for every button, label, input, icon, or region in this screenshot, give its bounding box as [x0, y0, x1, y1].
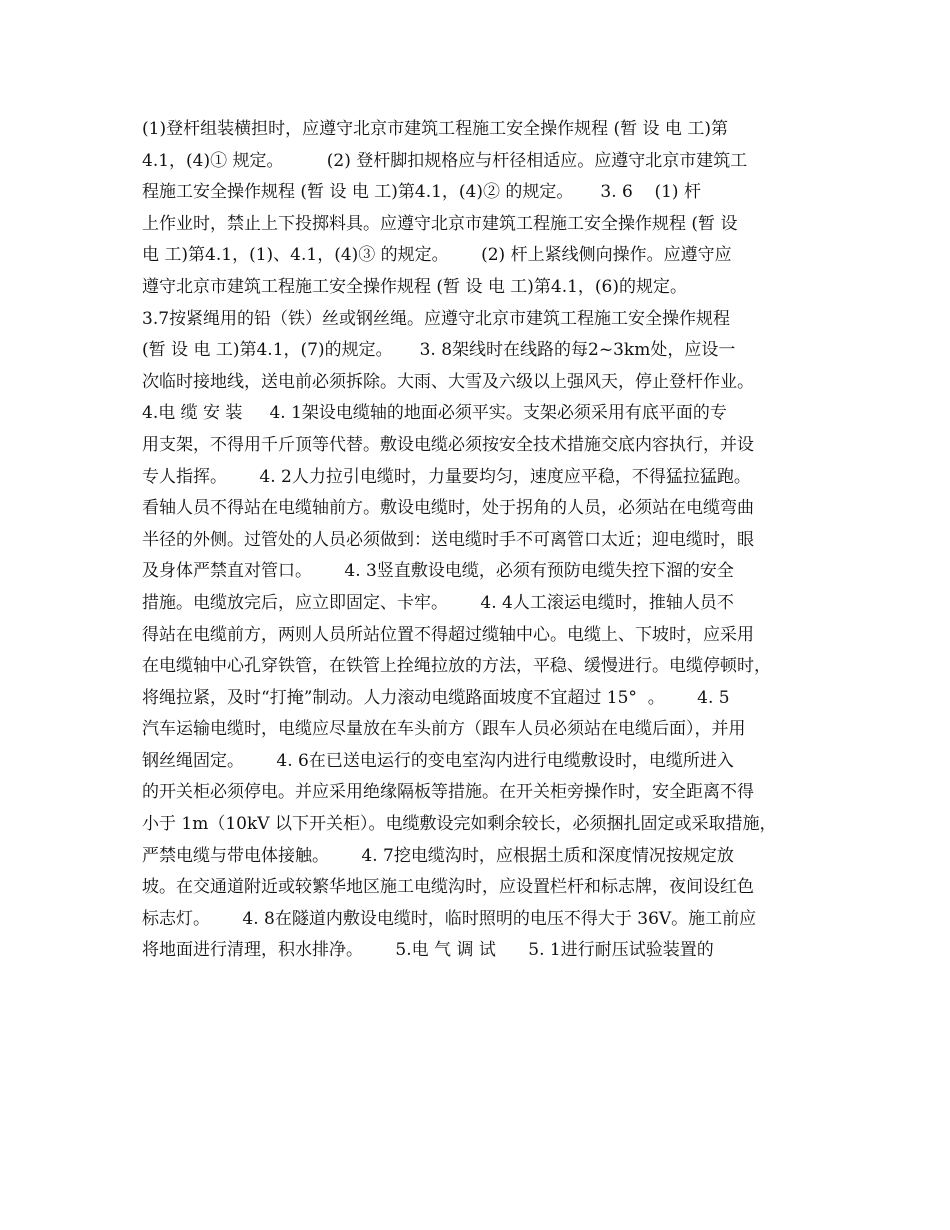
text-line: (1)登杆组装横担时，应遵守北京市建筑工程施工安全操作规程 (暂 设 电 工)第	[142, 119, 728, 139]
text-line: 程施工安全操作规程 (暂 设 电 工)第4.1，(4)② 的规定。 3. 6 (1) 杆	[142, 182, 701, 203]
text-line: 专人指挥。 4. 2人力拉引电缆时，力量要均匀，速度应平稳，不得猛拉猛跑。	[142, 466, 751, 487]
text-line: 及身体严禁直对管口。 4. 3竖直敷设电缆，必须有预防电缆失控下溜的安全	[142, 561, 734, 582]
text-line: 的开关柜必须停电。并应采用绝缘隔板等措施。在开关柜旁操作时，安全距离不得	[142, 782, 754, 803]
text-line: 标志灯。 4. 8在隧道内敷设电缆时，临时照明的电压不得大于 36V。施工前应	[142, 908, 757, 929]
text-line: 3.7按紧绳用的铅（铁）丝或钢丝绳。应遵守北京市建筑工程施工安全操作规程	[142, 308, 731, 329]
text-line: 小于 1m（10kV 以下开关柜）。电缆敷设完如剩余较长，必须捆扎固定或采取措施，	[142, 814, 777, 835]
text-line: 严禁电缆与带电体接触。 4. 7挖电缆沟时，应根据土质和深度情况按规定放	[142, 845, 734, 866]
text-line: 次临时接地线，送电前必须拆除。大雨、大雪及六级以上强风天，停止登杆作业。	[142, 371, 754, 392]
text-line: 遵守北京市建筑工程施工安全操作规程 (暂 设 电 工)第4.1，(6)的规定。	[142, 276, 687, 297]
body-text	[142, 114, 822, 967]
text-line: 汽车运输电缆时，电缆应尽量放在车头前方（跟车人员必须站在电缆后面），并用	[142, 719, 746, 740]
text-line: 4.1，(4)① 规定。 (2) 登杆脚扣规格应与杆径相适应。应遵守北京市建筑工	[142, 150, 748, 171]
text-line: 坡。在交通道附近或较繁华地区施工电缆沟时，应设置栏杆和标志牌，夜间设红色	[142, 877, 754, 898]
text-line: 将绳拉紧，及时“打掩”制动。人力滚动电缆路面坡度不宜超过 15° 。 4. 5	[142, 687, 730, 708]
text-line: 钢丝绳固定。 4. 6在已送电运行的变电室沟内进行电缆敷设时，电缆所进入	[142, 750, 734, 771]
text-line: 用支架，不得用千斤顶等代替。敷设电缆必须按安全技术措施交底内容执行，并设	[142, 434, 754, 455]
text-line: (暂 设 电 工)第4.1，(7)的规定。 3. 8架线时在线路的每2~3km处，应设一	[142, 340, 736, 361]
text-line: 电 工)第4.1，(1)、4.1，(4)③ 的规定。 (2) 杆上紧线侧向操作。应遵守应	[142, 245, 732, 266]
text-line: 在电缆轴中心孔穿铁管，在铁管上拴绳拉放的方法，平稳、缓慢进行。电缆停顿时，	[142, 656, 771, 677]
text-line: 半径的外侧。过管处的人员必须做到：送电缆时手不可离管口太近；迎电缆时，眼	[142, 529, 754, 550]
text-line: 将地面进行清理，积水排净。 5.电 气 调 试 5. 1进行耐压试验装置的	[142, 940, 714, 961]
text-line: 4.电 缆 安 装 4. 1架设电缆轴的地面必须平实。支架必须采用有底平面的专	[142, 403, 727, 424]
text-line: 得站在电缆前方，两则人员所站位置不得超过缆轴中心。电缆上、下坡时，应采用	[142, 624, 754, 645]
text-line: 措施。电缆放完后，应立即固定、卡牢。 4. 4人工滚运电缆时，推轴人员不	[142, 592, 734, 613]
text-line: 看轴人员不得站在电缆轴前方。敷设电缆时，处于拐角的人员，必须站在电缆弯曲	[142, 498, 754, 519]
text-line: 上作业时，禁止上下投掷料具。应遵守北京市建筑工程施工安全操作规程 (暂 设	[142, 213, 738, 234]
